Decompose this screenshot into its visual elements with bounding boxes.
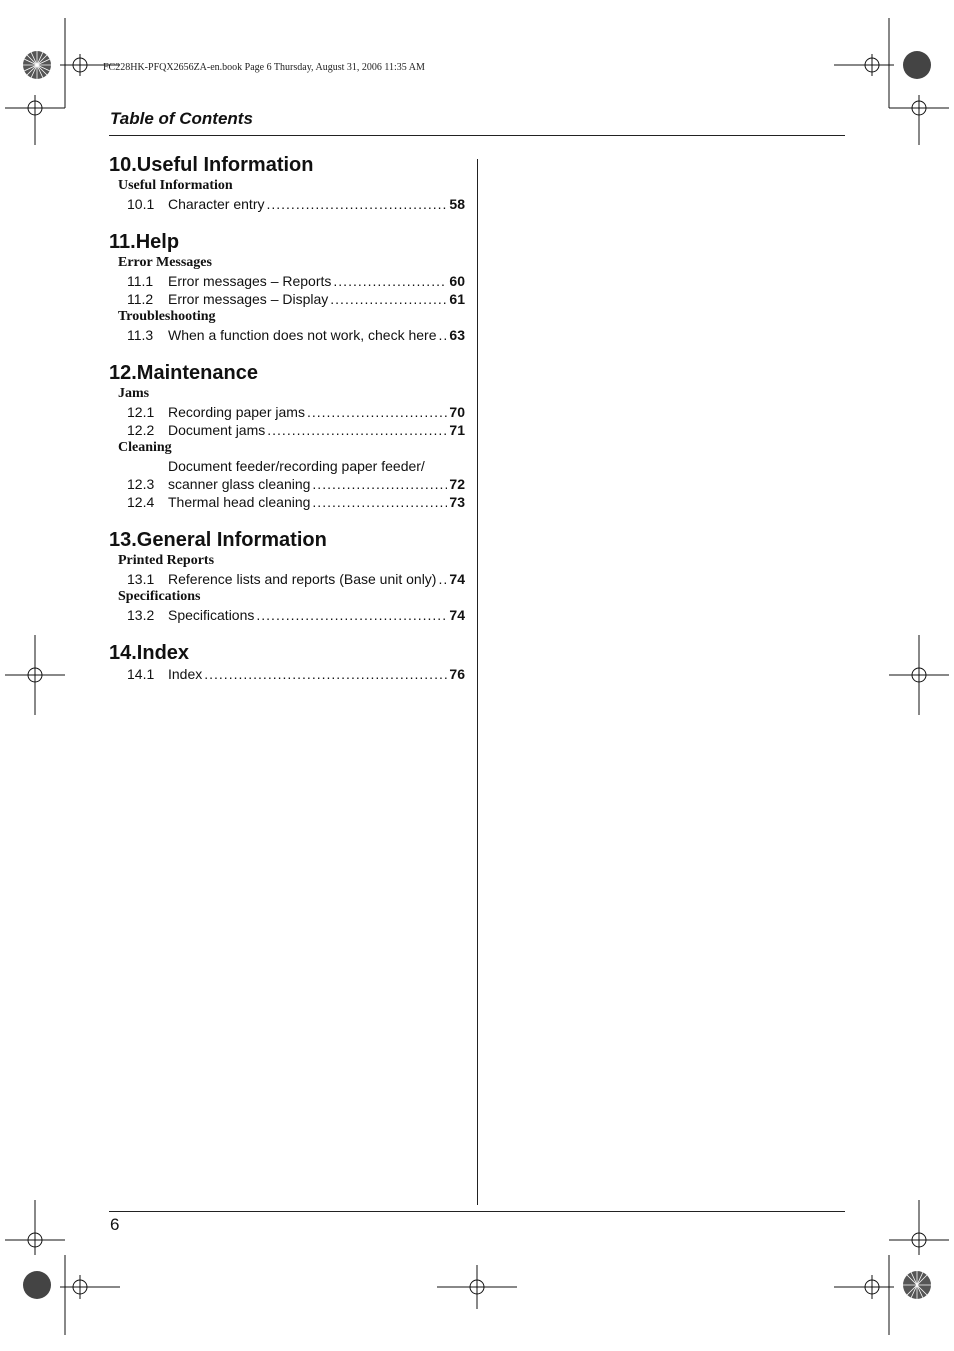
toc-entry[interactable] [109, 403, 465, 421]
crosshair-mark-left-upper [5, 90, 65, 150]
group-label: Troubleshooting [118, 309, 216, 324]
entry-number: 11.2 [127, 291, 154, 307]
crosshair-mark-bottom-center [437, 1255, 517, 1335]
toc-entry[interactable] [109, 421, 465, 439]
toc-entry[interactable] [109, 272, 465, 290]
dot-leader [267, 421, 447, 439]
entry-page-number: 60 [449, 273, 465, 289]
toc-chapter [109, 641, 465, 683]
entry-number: 14.1 [127, 666, 155, 682]
chapter-title[interactable]: 13.General Information [109, 529, 327, 551]
table-of-contents [109, 150, 465, 700]
entry-page-number: 74 [449, 607, 465, 623]
group-label: Jams [118, 386, 150, 401]
toc-entry[interactable] [109, 195, 465, 213]
entry-title: Specifications [168, 607, 255, 623]
entry-title: Error messages – Display [168, 291, 329, 307]
crosshair-mark-left-lower [5, 1200, 65, 1260]
entry-number: 12.4 [127, 494, 155, 510]
entry-number: 11.1 [127, 273, 154, 289]
entry-number: 12.1 [127, 404, 155, 420]
dot-leader [256, 606, 447, 624]
toc-chapter [109, 528, 465, 624]
entry-number: 11.3 [127, 327, 154, 343]
entry-title: Thermal head cleaning [168, 494, 311, 510]
registration-mark-bottom-right-disc [902, 1270, 932, 1300]
toc-entry[interactable] [109, 606, 465, 624]
dot-leader [266, 195, 447, 213]
entry-title: Index [168, 666, 203, 682]
entry-number: 12.3 [127, 476, 155, 492]
entry-title: Document feeder/recording paper feeder/ [168, 458, 425, 474]
page-number: 6 [110, 1215, 120, 1234]
entry-page-number: 61 [449, 291, 465, 307]
entry-number: 10.1 [127, 196, 155, 212]
toc-entry[interactable] [109, 457, 465, 493]
entry-page-number: 72 [449, 476, 465, 492]
entry-number: 13.2 [127, 607, 155, 623]
toc-entry[interactable] [109, 326, 465, 344]
chapter-title[interactable]: 14.Index [109, 642, 190, 664]
entry-page-number: 70 [449, 404, 465, 420]
print-slug: FC228HK-PFQX2656ZA-en.book Page 6 Thursday, August 31, 2006 11:35 AM [103, 62, 425, 73]
running-head: Table of Contents [110, 109, 253, 128]
chapter-title[interactable]: 11.Help [109, 231, 180, 253]
entry-page-number: 58 [449, 196, 465, 212]
registration-mark-bottom-left-disc [22, 1270, 52, 1300]
crosshair-mark-right-middle [889, 635, 949, 715]
entry-title: Character entry [168, 196, 265, 212]
entry-number: 13.1 [127, 571, 155, 587]
toc-chapter [109, 230, 465, 344]
toc-entry[interactable] [109, 665, 465, 683]
entry-page-number: 71 [449, 422, 465, 438]
crosshair-mark-bottom-right [834, 1255, 894, 1335]
dot-leader [333, 272, 447, 290]
dot-leader [330, 290, 447, 308]
dot-leader [312, 475, 447, 493]
toc-entry[interactable] [109, 493, 465, 511]
entry-page-number: 74 [449, 571, 465, 587]
entry-title: Reference lists and reports (Base unit only) [168, 571, 437, 587]
entry-page-number: 63 [449, 327, 465, 343]
header-rule [109, 135, 845, 136]
entry-page-number: 73 [449, 494, 465, 510]
group-label: Specifications [118, 589, 201, 604]
group-label: Cleaning [118, 440, 172, 455]
entry-page-number: 76 [449, 666, 465, 682]
dot-leader [438, 326, 447, 344]
registration-mark-top-left-disc [22, 50, 52, 80]
dot-leader [438, 570, 447, 588]
group-label: Printed Reports [118, 553, 215, 568]
entry-title: Recording paper jams [168, 404, 305, 420]
registration-mark-top-right-disc [902, 50, 932, 80]
dot-leader [204, 665, 447, 683]
crosshair-mark-right-upper [889, 90, 949, 150]
toc-chapter [109, 153, 465, 213]
toc-entry[interactable] [109, 290, 465, 308]
chapter-title[interactable]: 10.Useful Information [109, 154, 314, 176]
chapter-title[interactable]: 12.Maintenance [109, 362, 258, 384]
entry-title: Error messages – Reports [168, 273, 332, 289]
dot-leader [312, 493, 447, 511]
crosshair-mark-top-right [834, 18, 894, 108]
footer-rule [109, 1211, 845, 1212]
entry-title: Document jams [168, 422, 266, 438]
group-label: Error Messages [118, 255, 212, 270]
column-divider [477, 159, 478, 1205]
group-label: Useful Information [118, 178, 233, 193]
entry-title: When a function does not work, check here [168, 327, 437, 343]
toc-chapter [109, 361, 465, 511]
crosshair-mark-bottom-left [60, 1255, 120, 1335]
entry-title: scanner glass cleaning [168, 476, 311, 492]
dot-leader [307, 403, 447, 421]
toc-entry[interactable] [109, 570, 465, 588]
crosshair-mark-left-middle [5, 635, 65, 715]
entry-number: 12.2 [127, 422, 155, 438]
crosshair-mark-right-lower [889, 1200, 949, 1260]
